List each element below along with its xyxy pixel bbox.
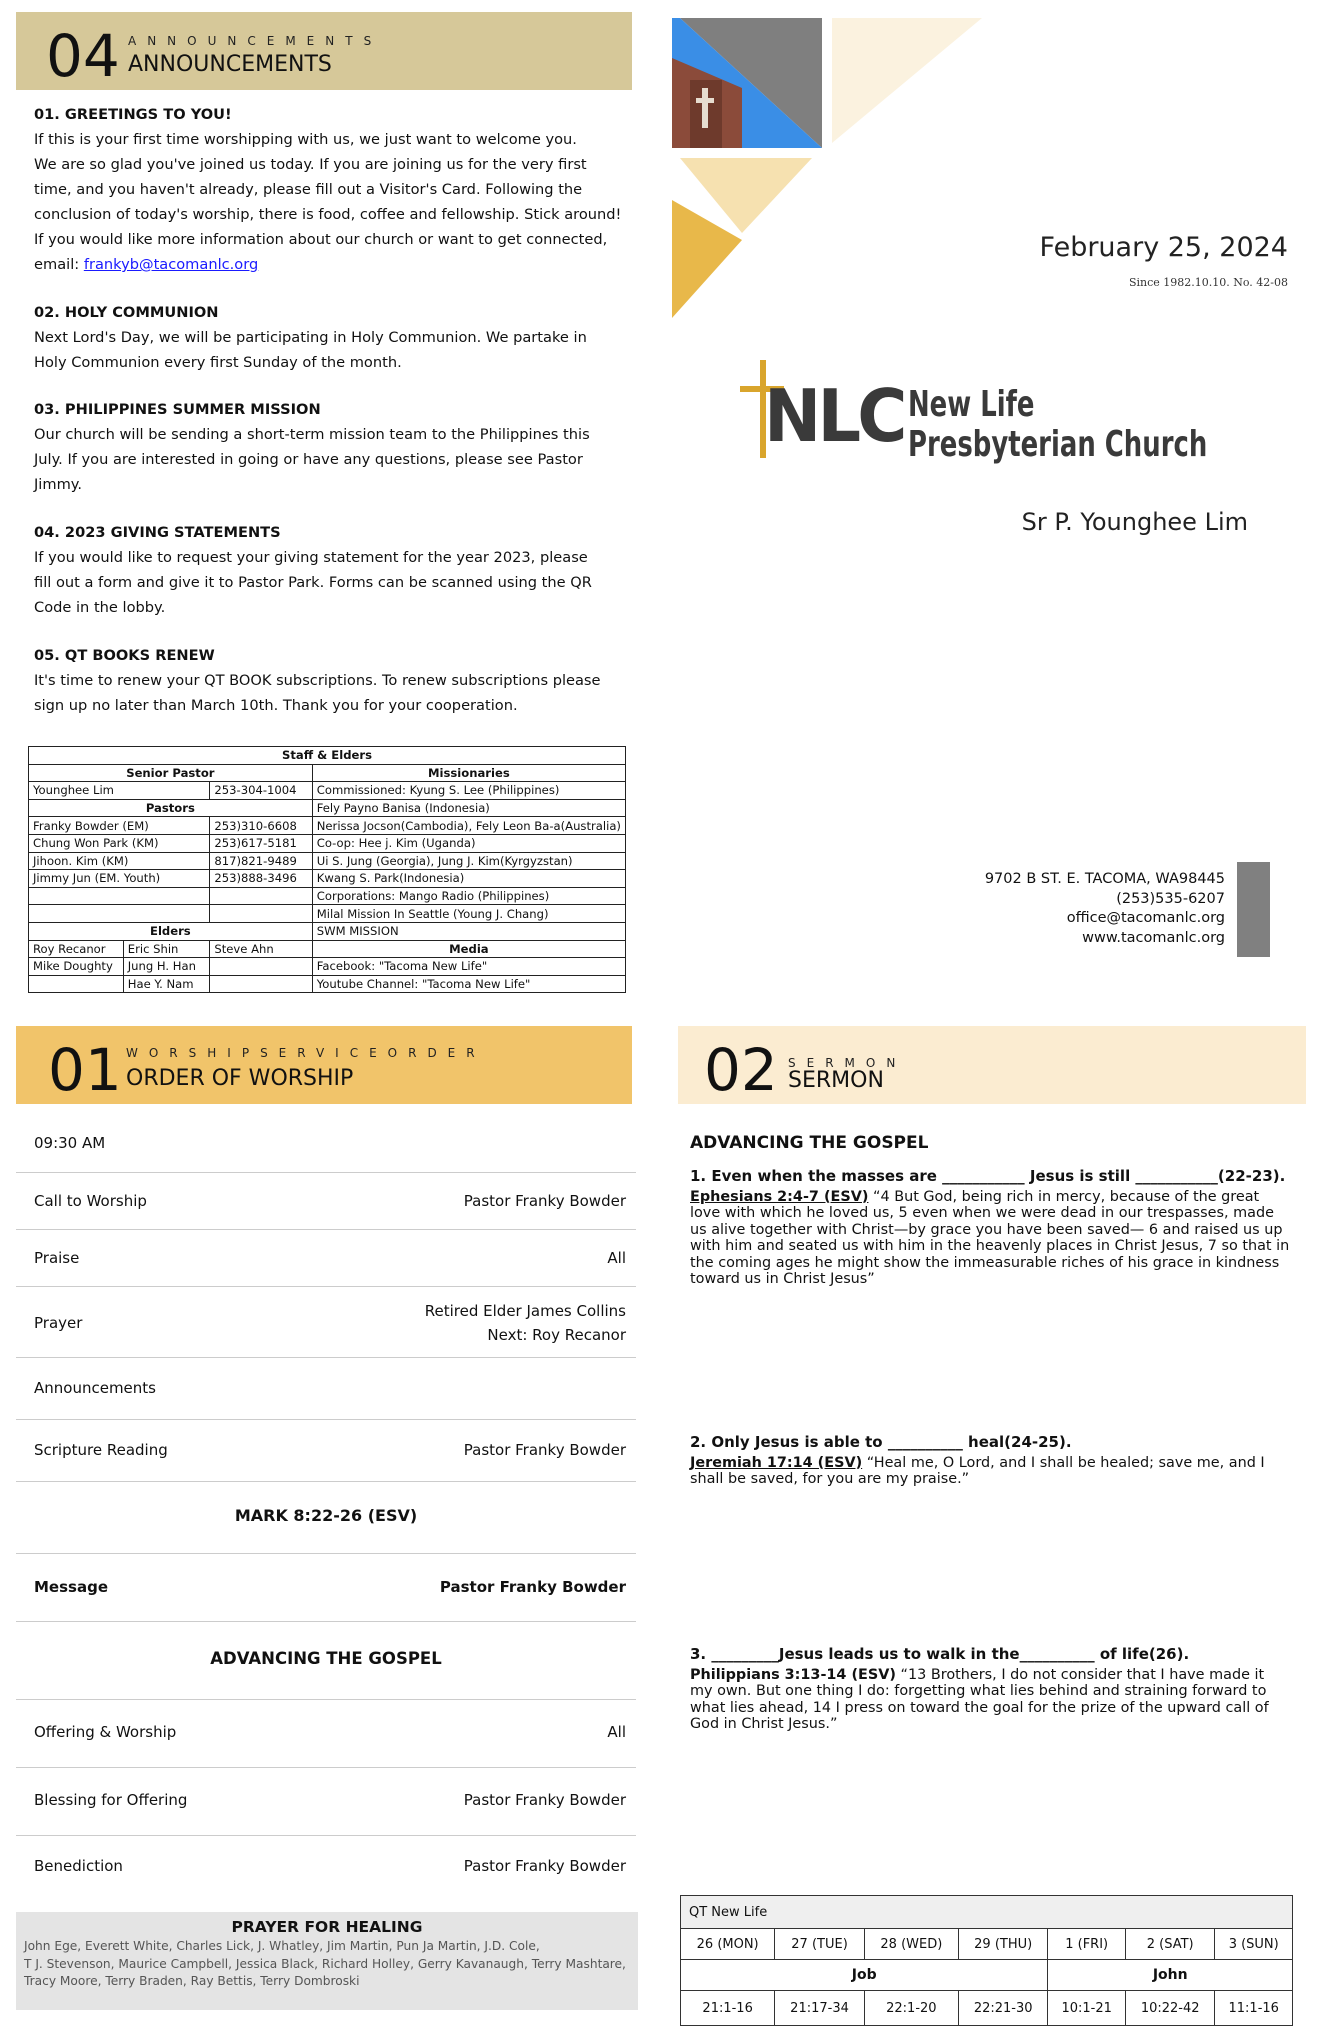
- worship-row: [16, 1286, 636, 1358]
- worship-item-next: Next: Roy Recanor: [487, 1326, 626, 1344]
- section-spaced-title: WORSHIPSERVICEORDER: [126, 1046, 486, 1060]
- announcement-line: If you would like more information about our church or want to get connected,: [34, 231, 608, 248]
- qt-passage: 21:17-34: [775, 1991, 865, 2026]
- announcement-line: conclusion of today's worship, there is food, coffee and fellowship. Stick around!: [34, 206, 622, 223]
- verse-text: “13 Brothers, I do not consider that I have made it my own. But one thing I do: forgetting what lies behind and straining forward to what lies ahead, 14 I press on toward the goal for the prize of the upward call of God in Christ Jesus.”: [690, 1666, 1269, 1732]
- healing-names: John Ege, Everett White, Charles Lick, J. Whatley, Jim Martin, Pun Ja Martin, J.D. Cole,: [24, 1939, 540, 1953]
- verse-reference: Ephesians 2:4-7 (ESV): [690, 1188, 869, 1205]
- announcement-line: Holy Communion every first Sunday of the month.: [34, 354, 402, 371]
- announcement-line: Next Lord's Day, we will be participating in Holy Communion. We partake in: [34, 329, 587, 346]
- announcement-line: Our church will be sending a short-term mission team to the Philippines this: [34, 426, 590, 443]
- announcement-line: July. If you are interested in going or have any questions, please see Pastor: [34, 451, 583, 468]
- staff-phone: 817)821-9489: [210, 852, 312, 870]
- announcement-line: If this is your first time worshipping with us, we just want to welcome you.: [34, 131, 577, 148]
- service-time-row: [16, 1106, 636, 1173]
- sermon-point-3: [690, 1646, 1290, 1733]
- logo-letters: NLC: [764, 374, 904, 458]
- announcement-2: [34, 300, 634, 375]
- church-since: Since 1982.10.10. No. 42-08: [1128, 276, 1288, 289]
- worship-row: [16, 1172, 636, 1230]
- worship-item-leader: Retired Elder James Collins: [424, 1302, 626, 1320]
- elder-name: Steve Ahn: [210, 940, 312, 958]
- announcement-line: It's time to renew your QT BOOK subscriptions. To renew subscriptions please: [34, 672, 601, 689]
- worship-row: [16, 1835, 636, 1905]
- healing-names: T J. Stevenson, Maurice Campbell, Jessica Black, Richard Holley, Gerry Kavanaugh, Terry Mashtare,: [24, 1956, 626, 1971]
- staff-title: Staff & Elders: [29, 747, 626, 765]
- cream-triangle: [832, 18, 982, 143]
- sermon-point-text: 1. Even when the masses are ___________ Jesus is still ___________(22-23).: [690, 1167, 1286, 1185]
- worship-row: [16, 1767, 636, 1836]
- cover-geometric-art: [672, 18, 992, 318]
- announcement-heading: 04. 2023 GIVING STATEMENTS: [34, 524, 281, 541]
- worship-row: [16, 1419, 636, 1482]
- missionary: Fely Payno Banisa (Indonesia): [312, 799, 625, 817]
- preacher-name: Sr P. Younghee Lim: [1021, 508, 1248, 536]
- email-link[interactable]: frankyb@tacomanlc.org: [83, 256, 259, 273]
- qt-day: 3 (SUN): [1215, 1929, 1293, 1960]
- worship-item-leader: All: [607, 1723, 626, 1741]
- worship-item-leader: Pastor Franky Bowder: [463, 1791, 626, 1809]
- verse-reference: Philippians 3:13-14 (ESV): [690, 1666, 896, 1683]
- announcement-4: [34, 520, 634, 620]
- elders-header: Elders: [29, 922, 313, 940]
- scripture-reference: MARK 8:22-26 (ESV): [234, 1506, 418, 1525]
- staff-phone: 253-304-1004: [210, 782, 312, 800]
- gray-bar: [1237, 862, 1270, 957]
- worship-item-label: Blessing for Offering: [34, 1791, 188, 1809]
- healing-names: Tracy Moore, Terry Braden, Ray Bettis, Terry Dombroski: [24, 1974, 360, 1988]
- media-item: Facebook: "Tacoma New Life": [312, 958, 625, 976]
- worship-item-leader: Pastor Franky Bowder: [463, 1857, 626, 1875]
- announcement-1: [34, 102, 634, 277]
- elder-name: Jung H. Han: [123, 958, 210, 976]
- qt-day: 1 (FRI): [1048, 1929, 1126, 1960]
- worship-item-label: Call to Worship: [34, 1192, 147, 1210]
- sermon-point-text: 2. Only Jesus is able to __________ heal(24-25).: [690, 1433, 1072, 1451]
- sermon-point-1: [690, 1168, 1290, 1288]
- pastors-header: Pastors: [29, 799, 313, 817]
- announcement-heading: 05. QT BOOKS RENEW: [34, 647, 215, 664]
- qt-book: Job: [681, 1960, 1048, 1991]
- church-name-line1: New Life: [908, 384, 1035, 425]
- announcement-line: We are so glad you've joined us today. If you are joining us for the very first: [34, 156, 587, 173]
- worship-item-label: Offering & Worship: [34, 1723, 177, 1741]
- staff-name: Franky Bowder (EM): [29, 817, 210, 835]
- address-line: 9702 B ST. E. TACOMA, WA98445: [984, 871, 1225, 887]
- section-title: ANNOUNCEMENTS: [128, 52, 332, 77]
- staff-phone: 253)310-6608: [210, 817, 312, 835]
- announcement-line: If you would like to request your giving statement for the year 2023, please: [34, 549, 588, 566]
- missionaries-header: Missionaries: [312, 764, 625, 782]
- email-label: email:: [34, 256, 84, 273]
- qt-passage: 22:1-20: [864, 1991, 958, 2026]
- verse-text: “4 But God, being rich in mercy, because of the great love with which he loved us, 5 even when we were dead in our trespasses, made us alive together with Christ—by grace you have been saved— 6 and raised us up with him and seated us with him in the heavenly places in Christ Jesus, 7 so that in the coming ages he might show the immeasurable riches of his grace in kindness toward us in Christ Jesus”: [690, 1188, 1290, 1287]
- announcement-heading: 03. PHILIPPINES SUMMER MISSION: [34, 401, 321, 418]
- website-line: www.tacomanlc.org: [1082, 929, 1225, 946]
- worship-row: [16, 1699, 636, 1768]
- elder-name: Mike Doughty: [29, 958, 124, 976]
- worship-item-label: Message: [34, 1578, 108, 1596]
- worship-item-label: Scripture Reading: [34, 1441, 168, 1459]
- service-time: 09:30 AM: [34, 1134, 106, 1152]
- announcement-line: Code in the lobby.: [34, 599, 166, 616]
- section-number: 02: [704, 1036, 778, 1104]
- media-header: Media: [312, 940, 625, 958]
- qt-book: John: [1048, 1960, 1293, 1991]
- staff-name: Jihoon. Kim (KM): [29, 852, 210, 870]
- missionary: SWM MISSION: [312, 922, 625, 940]
- staff-name: Jimmy Jun (EM. Youth): [29, 870, 210, 888]
- section-title: ORDER OF WORSHIP: [126, 1066, 354, 1091]
- sermon-heading: ADVANCING THE GOSPEL: [690, 1133, 929, 1153]
- healing-title: PRAYER FOR HEALING: [231, 1918, 423, 1936]
- staff-phone: 253)888-3496: [210, 870, 312, 888]
- worship-item-leader: All: [607, 1249, 626, 1267]
- announcement-line: time, and you haven't already, please fill out a Visitor's Card. Following the: [34, 181, 583, 198]
- missionary: Ui S. Jung (Georgia), Jung J. Kim(Kyrgyzstan): [312, 852, 625, 870]
- qt-title: QT New Life: [681, 1896, 1293, 1929]
- elder-name: Hae Y. Nam: [123, 975, 210, 993]
- section-spaced-title: SERMON: [788, 1056, 907, 1070]
- worship-item-leader: Pastor Franky Bowder: [463, 1441, 626, 1459]
- missionary: Kwang S. Park(Indonesia): [312, 870, 625, 888]
- worship-item-leader: Pastor Franky Bowder: [439, 1578, 626, 1596]
- staff-phone: 253)617-5181: [210, 834, 312, 852]
- announcements-header: [16, 12, 632, 90]
- qt-passage: 22:21-30: [958, 1991, 1048, 2026]
- missionary: Nerissa Jocson(Cambodia), Fely Leon Ba-a(Australia): [312, 817, 625, 835]
- qt-day: 27 (TUE): [775, 1929, 865, 1960]
- verse-text: “Heal me, O Lord, and I shall be healed; save me, and I shall be saved, for you are my praise.”: [690, 1454, 1265, 1487]
- worship-item-label: Announcements: [34, 1379, 156, 1397]
- missionary: Corporations: Mango Radio (Philippines): [312, 887, 625, 905]
- sermon-point-text: 3. _________Jesus leads us to walk in the__________ of life(26).: [690, 1645, 1190, 1663]
- staff-name: Younghee Lim: [29, 782, 210, 800]
- announcement-heading: 02. HOLY COMMUNION: [34, 304, 219, 321]
- qt-day: 2 (SAT): [1125, 1929, 1215, 1960]
- announcement-heading: 01. GREETINGS TO YOU!: [34, 106, 232, 123]
- church-name-line2: Presbyterian Church: [908, 424, 1208, 465]
- verse-reference: Jeremiah 17:14 (ESV): [690, 1454, 863, 1471]
- scripture-row: [16, 1481, 636, 1554]
- qt-passage: 21:1-16: [681, 1991, 775, 2026]
- elder-name: Roy Recanor: [29, 940, 124, 958]
- section-title: SERMON: [788, 1068, 884, 1093]
- qt-passage: 11:1-16: [1215, 1991, 1293, 2026]
- staff-table: [28, 746, 626, 993]
- qt-day: 29 (THU): [958, 1929, 1048, 1960]
- media-item: Youtube Channel: "Tacoma New Life": [312, 975, 625, 993]
- worship-item-leader: Pastor Franky Bowder: [463, 1192, 626, 1210]
- phone-line: (253)535-6207: [1116, 890, 1225, 907]
- sermon-header: [678, 1026, 1306, 1104]
- worship-row: [16, 1553, 636, 1622]
- announcement-line: fill out a form and give it to Pastor Park. Forms can be scanned using the QR: [34, 574, 592, 591]
- section-spaced-title: ANNOUNCEMENTS: [128, 34, 383, 48]
- elder-name: Eric Shin: [123, 940, 210, 958]
- qt-passage: 10:22-42: [1125, 1991, 1215, 2026]
- sermon-point-2: [690, 1434, 1290, 1488]
- qt-day: 26 (MON): [681, 1929, 775, 1960]
- worship-row: [16, 1229, 636, 1287]
- announcement-3: [34, 397, 634, 497]
- message-title-row: [16, 1621, 636, 1700]
- missionary: Milal Mission In Seattle (Young J. Chang): [312, 905, 625, 923]
- announcement-line: sign up no later than March 10th. Thank you for your cooperation.: [34, 697, 518, 714]
- worship-item-label: Praise: [34, 1249, 80, 1267]
- missionary: Commissioned: Kyung S. Lee (Philippines): [312, 782, 625, 800]
- section-number: 01: [48, 1036, 122, 1104]
- worship-row: [16, 1357, 636, 1420]
- qt-table: [680, 1895, 1293, 2026]
- church-logo: [740, 360, 1260, 470]
- qt-passage: 10:1-21: [1048, 1991, 1126, 2026]
- bulletin-date: February 25, 2024: [1039, 232, 1288, 263]
- worship-header: [16, 1026, 632, 1104]
- prayer-for-healing: [16, 1912, 638, 2010]
- church-address: [900, 870, 1225, 948]
- worship-item-label: Benediction: [34, 1857, 123, 1875]
- announcement-line: Jimmy.: [34, 476, 82, 493]
- missionary: Co-op: Hee j. Kim (Uganda): [312, 834, 625, 852]
- announcement-5: [34, 643, 634, 718]
- worship-item-label: Prayer: [34, 1314, 83, 1332]
- staff-name: Chung Won Park (KM): [29, 834, 210, 852]
- qt-day: 28 (WED): [864, 1929, 958, 1960]
- senior-pastor-header: Senior Pastor: [29, 764, 313, 782]
- email-line: office@tacomanlc.org: [1066, 910, 1225, 926]
- section-number: 04: [46, 22, 120, 90]
- message-title: ADVANCING THE GOSPEL: [210, 1649, 442, 1668]
